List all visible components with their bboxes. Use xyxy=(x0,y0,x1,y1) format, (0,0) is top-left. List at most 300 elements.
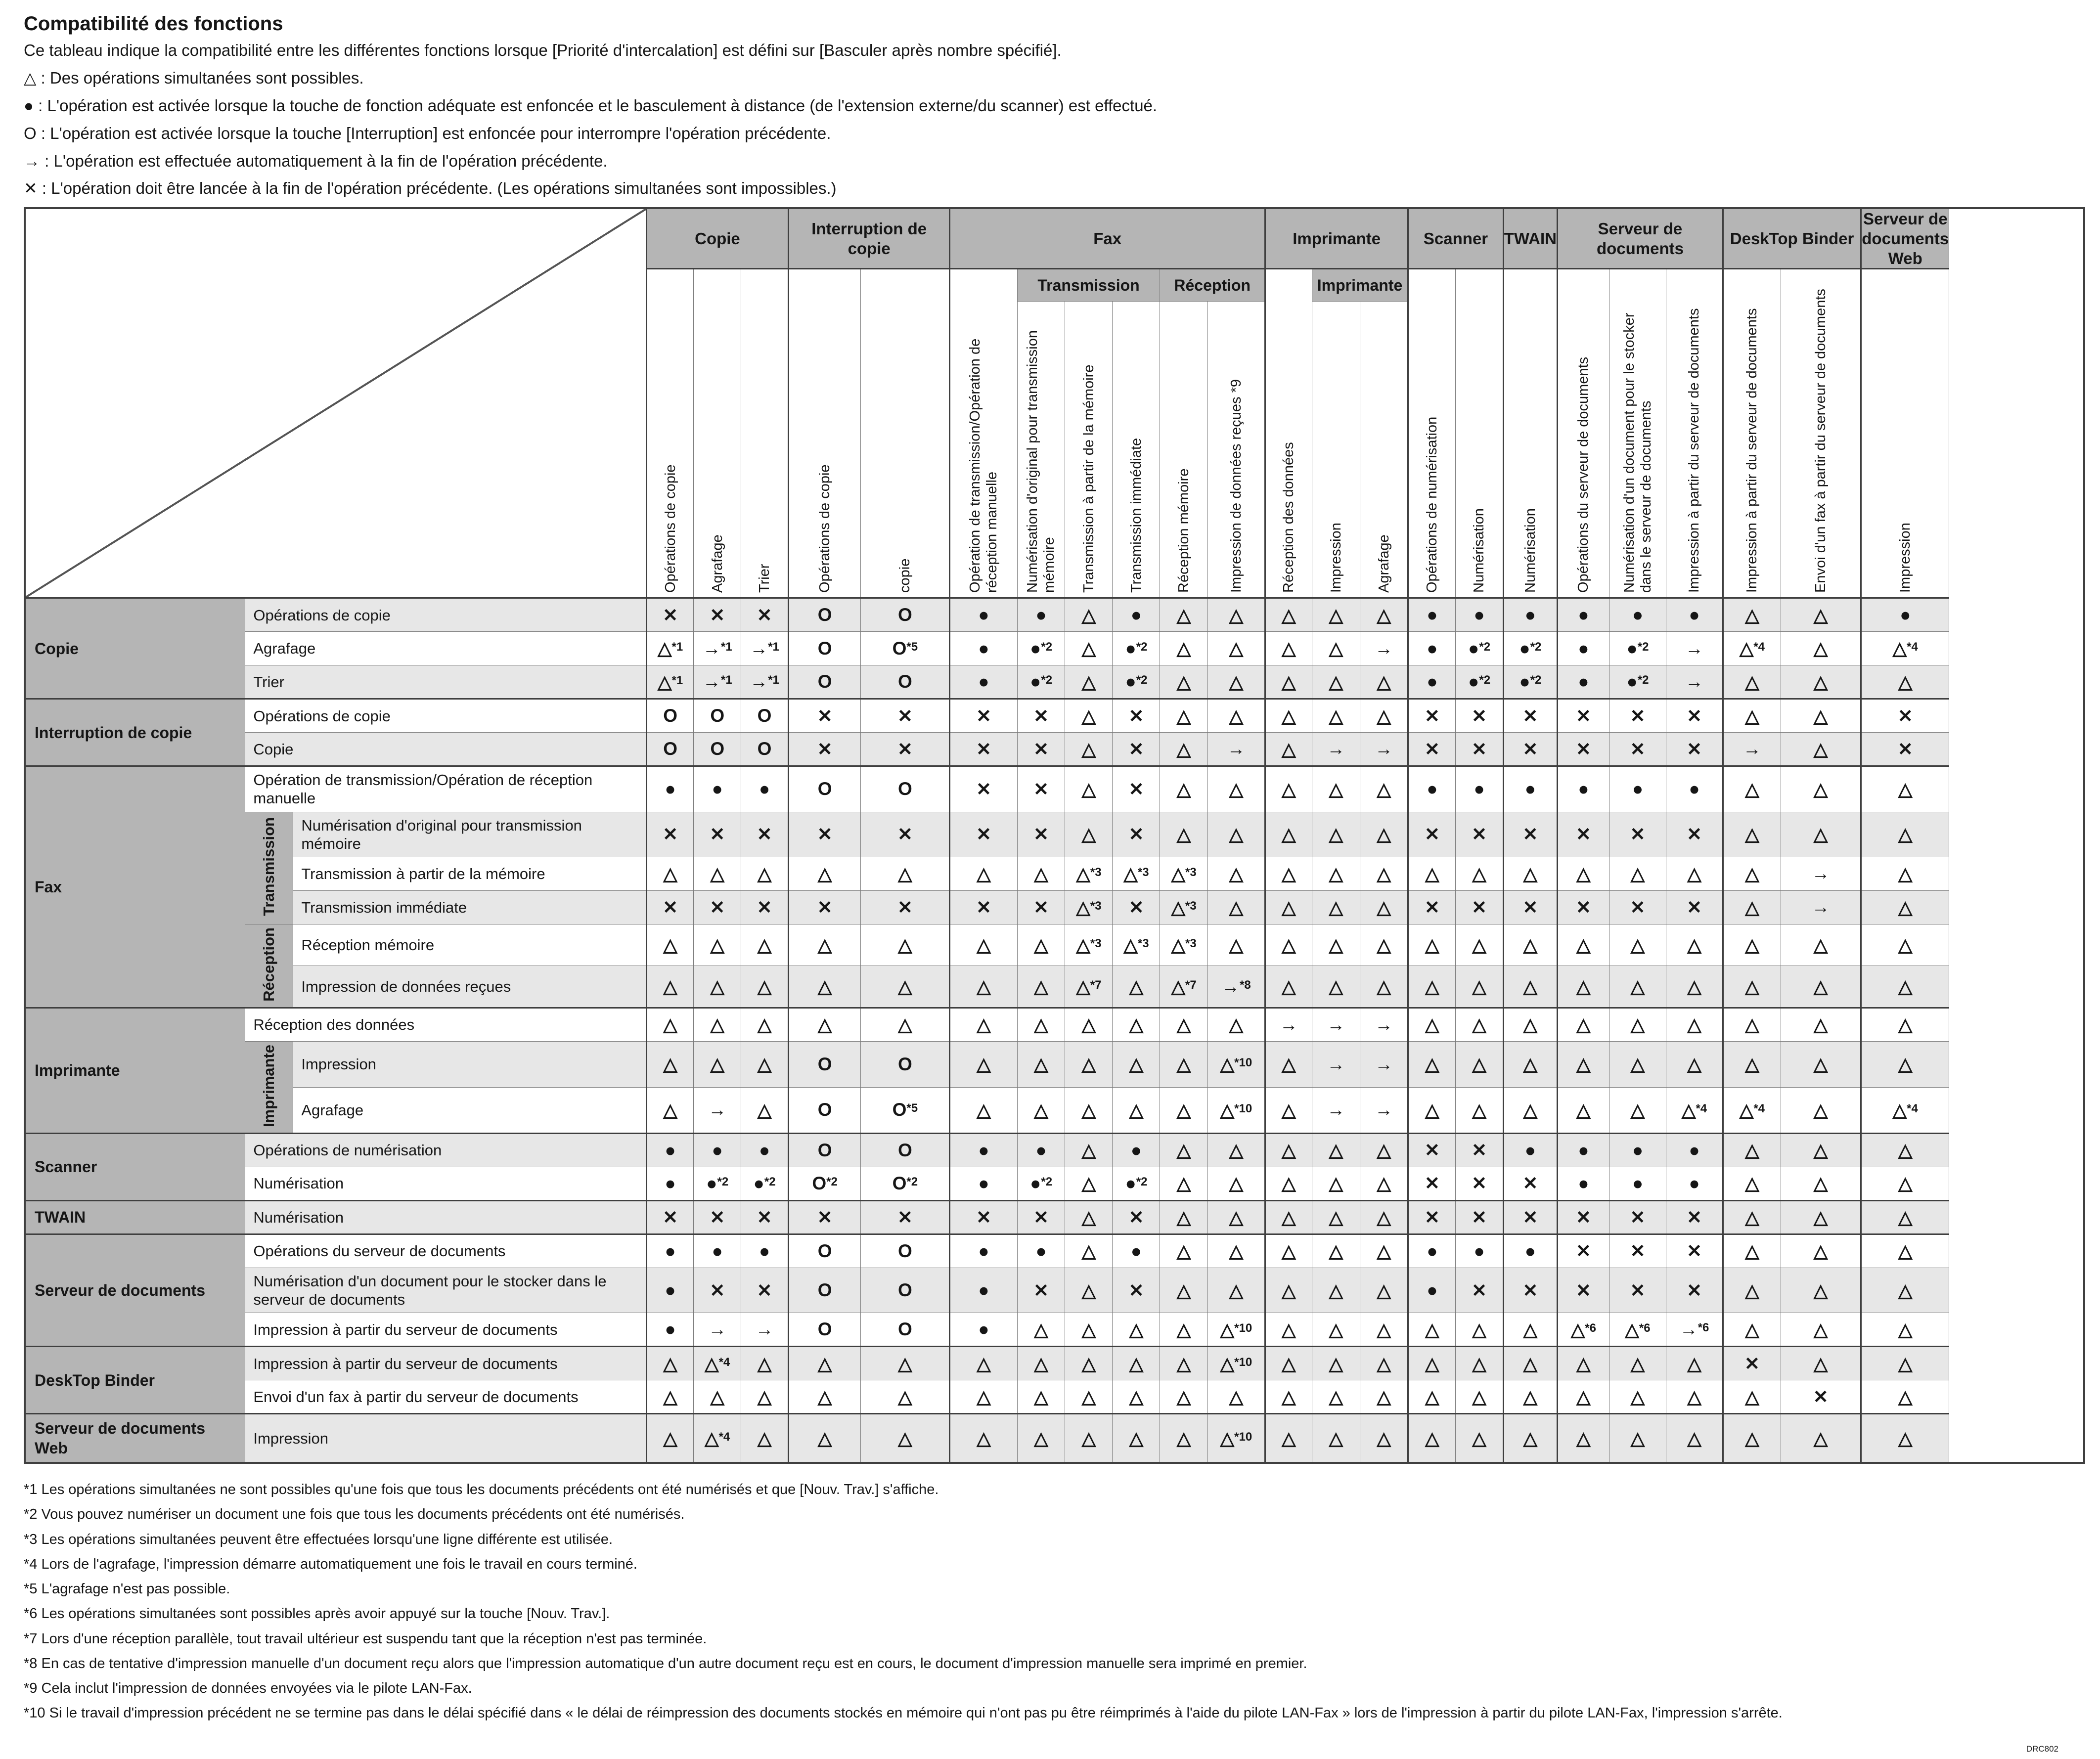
matrix-cell: ✕ xyxy=(788,699,860,733)
column-label xyxy=(1065,302,1113,598)
matrix-cell: △ xyxy=(741,1347,789,1380)
matrix-cell: ● xyxy=(1017,1234,1065,1268)
matrix-cell: △ xyxy=(1265,1200,1312,1234)
column-label-text: Impression à partir du serveur de documents xyxy=(1686,308,1702,593)
matrix-cell: O xyxy=(694,733,741,766)
matrix-cell: △ xyxy=(1065,1234,1113,1268)
matrix-cell: △ xyxy=(1666,1008,1723,1041)
matrix-cell: △ xyxy=(1503,966,1557,1008)
matrix-cell: △$^{*4}$ xyxy=(694,1414,741,1463)
row-label: Agrafage xyxy=(293,1087,647,1133)
matrix-cell: ✕ xyxy=(861,733,950,766)
header-group: TWAIN xyxy=(1503,208,1557,268)
matrix-cell: △ xyxy=(1723,1414,1781,1463)
matrix-cell: △ xyxy=(1781,598,1861,632)
matrix-cell: ✕ xyxy=(1017,812,1065,857)
column-label-text: Numérisation d'un document pour le stocker dans le serveur de documents xyxy=(1621,312,1654,593)
matrix-cell: ● xyxy=(1456,1234,1503,1268)
row-group-label: TWAIN xyxy=(25,1200,245,1234)
matrix-cell: △ xyxy=(1312,1200,1360,1234)
legend-line: ✕ : L'opération doit être lancée à la fin de l'opération précédente. (Les opérations simultanées sont impossibles.) xyxy=(24,179,837,198)
column-label xyxy=(950,269,1017,598)
table-row xyxy=(25,1268,2084,1313)
matrix-cell: → xyxy=(1360,1008,1408,1041)
matrix-cell: ✕ xyxy=(1017,699,1065,733)
matrix-cell: △ xyxy=(1723,812,1781,857)
matrix-cell: ✕ xyxy=(1558,890,1609,924)
matrix-cell: △ xyxy=(1861,1133,1949,1167)
column-label xyxy=(1360,302,1408,598)
matrix-cell: ✕ xyxy=(646,1200,693,1234)
matrix-cell: △ xyxy=(1781,1167,1861,1200)
matrix-cell: △ xyxy=(1312,1234,1360,1268)
matrix-cell: ● xyxy=(1503,1133,1557,1167)
matrix-cell: ✕ xyxy=(1113,733,1160,766)
matrix-cell: ✕ xyxy=(1609,699,1666,733)
matrix-cell: △ xyxy=(1781,733,1861,766)
mode-corner-cell xyxy=(25,208,646,598)
matrix-cell: △ xyxy=(1360,699,1408,733)
matrix-cell: △ xyxy=(1781,1008,1861,1041)
matrix-cell: ✕ xyxy=(741,598,789,632)
matrix-cell: O xyxy=(741,733,789,766)
column-label-text: Impression xyxy=(1897,523,1914,593)
matrix-cell: △ xyxy=(1312,857,1360,890)
matrix-cell: → xyxy=(1666,632,1723,665)
matrix-cell: △ xyxy=(1017,966,1065,1008)
matrix-cell: △ xyxy=(741,924,789,966)
matrix-cell: △ xyxy=(1861,812,1949,857)
matrix-cell: ✕ xyxy=(1408,1200,1456,1234)
matrix-cell: ● xyxy=(1113,1234,1160,1268)
matrix-cell: △ xyxy=(1558,1347,1609,1380)
matrix-cell: ✕ xyxy=(1861,699,1949,733)
matrix-cell: → xyxy=(1781,890,1861,924)
matrix-cell: O xyxy=(861,665,950,699)
matrix-cell: △ xyxy=(1265,766,1312,812)
matrix-cell: ● xyxy=(1558,1167,1609,1200)
row-label: Trier xyxy=(245,665,647,699)
matrix-cell: △ xyxy=(1017,1414,1065,1463)
matrix-cell: →$^{*8}$ xyxy=(1207,966,1265,1008)
matrix-cell: ✕ xyxy=(1609,1200,1666,1234)
column-label-text: Agrafage xyxy=(709,534,725,593)
footnote: *1 Les opérations simultanées ne sont possibles qu'une fois que tous les documents précédents ont été numérisés et que [Nouv. Trav.] s'affiche. xyxy=(24,1482,939,1498)
matrix-cell: △ xyxy=(1360,857,1408,890)
matrix-cell: △ xyxy=(1160,1268,1207,1313)
matrix-cell: △ xyxy=(1666,966,1723,1008)
matrix-cell: △ xyxy=(1312,1380,1360,1414)
matrix-cell: → xyxy=(1360,632,1408,665)
matrix-cell: ● xyxy=(950,1133,1017,1167)
matrix-cell: △ xyxy=(1781,1268,1861,1313)
matrix-cell: △ xyxy=(1360,812,1408,857)
matrix-cell: △$^{*6}$ xyxy=(1609,1313,1666,1347)
matrix-cell: △ xyxy=(1456,1041,1503,1087)
matrix-cell: △ xyxy=(861,924,950,966)
matrix-cell: ● xyxy=(1408,1268,1456,1313)
matrix-cell: △$^{*4}$ xyxy=(1861,1087,1949,1133)
table-row xyxy=(25,890,2084,924)
matrix-cell: △ xyxy=(1408,1380,1456,1414)
matrix-cell: ● xyxy=(694,766,741,812)
matrix-cell: △ xyxy=(1503,1380,1557,1414)
matrix-cell: △ xyxy=(1265,1347,1312,1380)
matrix-cell: △ xyxy=(1207,766,1265,812)
matrix-cell: △ xyxy=(1312,1167,1360,1200)
matrix-cell: △ xyxy=(1723,699,1781,733)
column-label xyxy=(1456,269,1503,598)
matrix-cell: ● xyxy=(950,632,1017,665)
matrix-cell: O xyxy=(788,1133,860,1167)
column-label xyxy=(1160,302,1207,598)
column-label-text: Opérations de copie xyxy=(817,464,833,593)
matrix-cell: ● xyxy=(1017,1133,1065,1167)
matrix-cell: ✕ xyxy=(1503,699,1557,733)
row-label: Opérations du serveur de documents xyxy=(245,1234,647,1268)
matrix-cell: △ xyxy=(1861,1414,1949,1463)
table-row xyxy=(25,1087,2084,1133)
matrix-cell: △ xyxy=(1207,1008,1265,1041)
matrix-cell: △ xyxy=(1558,966,1609,1008)
matrix-cell: ● xyxy=(1017,598,1065,632)
matrix-cell: O xyxy=(646,699,693,733)
matrix-cell: △ xyxy=(1312,890,1360,924)
legend-block xyxy=(24,40,2085,199)
column-label-text: Trier xyxy=(756,564,772,593)
matrix-cell: ✕ xyxy=(1503,812,1557,857)
footnote: *7 Lors d'une réception parallèle, tout travail ultérieur est suspendu tant que la réception n'est pas terminée. xyxy=(24,1630,707,1647)
legend-line: △ : Des opérations simultanées sont possibles. xyxy=(24,68,364,87)
matrix-cell: △ xyxy=(1503,1041,1557,1087)
matrix-cell: → xyxy=(694,1313,741,1347)
matrix-cell: △$^{*3}$ xyxy=(1113,924,1160,966)
matrix-cell: △ xyxy=(1781,1347,1861,1380)
matrix-cell: △ xyxy=(950,924,1017,966)
matrix-cell: △ xyxy=(1723,857,1781,890)
footnote: *8 En cas de tentative d'impression manuelle d'un document reçu alors que l'impression automatique d'un autre document reçu est en cours, le document d'impression manuelle sera imprimé en premier. xyxy=(24,1655,1307,1671)
matrix-cell: △ xyxy=(1207,857,1265,890)
matrix-cell: ✕ xyxy=(950,699,1017,733)
matrix-cell: △ xyxy=(1861,1008,1949,1041)
matrix-cell: △ xyxy=(788,1380,860,1414)
footnote: *4 Lors de l'agrafage, l'impression démarre automatiquement une fois le travail en cours terminé. xyxy=(24,1556,637,1572)
matrix-cell: △ xyxy=(950,1087,1017,1133)
matrix-cell: △ xyxy=(1456,924,1503,966)
matrix-cell: → xyxy=(1207,733,1265,766)
matrix-cell: △ xyxy=(1113,1380,1160,1414)
row-label: Réception mémoire xyxy=(293,924,647,966)
matrix-cell: △ xyxy=(1781,1087,1861,1133)
column-label-text: Envoi d'un fax à partir du serveur de documents xyxy=(1812,289,1829,593)
column-label xyxy=(741,269,789,598)
matrix-cell: △ xyxy=(861,1414,950,1463)
matrix-cell: O xyxy=(788,1313,860,1347)
matrix-cell: ✕ xyxy=(861,1200,950,1234)
matrix-cell: △ xyxy=(950,966,1017,1008)
matrix-cell: △ xyxy=(1065,1087,1113,1133)
matrix-cell: → xyxy=(741,1313,789,1347)
matrix-cell: △ xyxy=(788,1347,860,1380)
footnote: *3 Les opérations simultanées peuvent être effectuées lorsqu'une ligne différente est utilisée. xyxy=(24,1531,613,1547)
column-label-text: copie xyxy=(897,558,913,593)
matrix-cell: △ xyxy=(1207,1167,1265,1200)
matrix-cell: ✕ xyxy=(1408,812,1456,857)
header-subgroup: Imprimante xyxy=(1312,269,1408,302)
matrix-cell: △ xyxy=(950,1041,1017,1087)
table-row xyxy=(25,1200,2084,1234)
matrix-cell: △ xyxy=(1265,1234,1312,1268)
matrix-cell: O xyxy=(861,1234,950,1268)
matrix-cell: △ xyxy=(1456,1347,1503,1380)
matrix-cell: △ xyxy=(1408,1087,1456,1133)
row-group-label: Copie xyxy=(25,598,245,699)
matrix-cell: △ xyxy=(1609,1041,1666,1087)
matrix-cell: △ xyxy=(1558,1008,1609,1041)
matrix-cell: $O^{*5}$ xyxy=(861,1087,950,1133)
matrix-cell: △ xyxy=(861,857,950,890)
matrix-cell: △$^{*10}$ xyxy=(1207,1347,1265,1380)
matrix-cell: △ xyxy=(1456,966,1503,1008)
matrix-cell: △ xyxy=(1065,1313,1113,1347)
matrix-cell: △ xyxy=(1265,632,1312,665)
matrix-cell: ✕ xyxy=(1666,890,1723,924)
table-row xyxy=(25,812,2084,857)
matrix-cell: △ xyxy=(1312,665,1360,699)
matrix-cell: △ xyxy=(1207,665,1265,699)
matrix-cell: △ xyxy=(1017,857,1065,890)
column-label-text: Réception mémoire xyxy=(1176,468,1192,593)
row-subgroup-text: Imprimante xyxy=(260,1044,278,1127)
matrix-cell: ✕ xyxy=(1609,812,1666,857)
matrix-cell: ✕ xyxy=(788,733,860,766)
matrix-cell: ●$^{*2}$ xyxy=(1017,1167,1065,1200)
matrix-cell: △$^{*10}$ xyxy=(1207,1087,1265,1133)
matrix-cell: ✕ xyxy=(741,812,789,857)
matrix-cell: △ xyxy=(694,924,741,966)
matrix-cell: △ xyxy=(1113,1087,1160,1133)
matrix-cell: ✕ xyxy=(1558,1268,1609,1313)
row-group-label: Serveur de documents Web xyxy=(25,1414,245,1463)
matrix-cell: ✕ xyxy=(1017,766,1065,812)
matrix-cell: ✕ xyxy=(1408,890,1456,924)
matrix-cell: △ xyxy=(1312,1268,1360,1313)
matrix-cell: △ xyxy=(1781,1414,1861,1463)
matrix-cell: △ xyxy=(1723,1268,1781,1313)
matrix-cell: △ xyxy=(1408,924,1456,966)
matrix-cell: → xyxy=(1312,1041,1360,1087)
matrix-cell: △ xyxy=(1723,1133,1781,1167)
legend-line: ● : L'opération est activée lorsque la touche de fonction adéquate est enfoncée et le basculement à distance (de l'extension externe/du scanner) est effectué. xyxy=(24,96,1158,115)
matrix-cell: △ xyxy=(1207,1200,1265,1234)
matrix-cell: △ xyxy=(1456,1087,1503,1133)
column-label-text: Numérisation xyxy=(1522,508,1538,593)
matrix-cell: △ xyxy=(1065,699,1113,733)
matrix-cell: △ xyxy=(1207,924,1265,966)
matrix-cell: ✕ xyxy=(788,812,860,857)
matrix-cell: ✕ xyxy=(950,890,1017,924)
matrix-cell: ● xyxy=(646,1234,693,1268)
matrix-cell: △ xyxy=(1160,1167,1207,1200)
table-row xyxy=(25,733,2084,766)
matrix-cell: ✕ xyxy=(1558,733,1609,766)
matrix-cell: ● xyxy=(646,1133,693,1167)
matrix-cell: ✕ xyxy=(1503,890,1557,924)
matrix-cell: ✕ xyxy=(1503,1167,1557,1200)
matrix-cell: ● xyxy=(1609,598,1666,632)
column-label xyxy=(1781,269,1861,598)
matrix-cell: △ xyxy=(646,857,693,890)
row-label: Opération de transmission/Opération de réception manuelle xyxy=(245,766,647,812)
matrix-cell: ●$^{*2}$ xyxy=(1456,632,1503,665)
matrix-cell: △ xyxy=(1861,1167,1949,1200)
matrix-cell: △$^{*3}$ xyxy=(1160,857,1207,890)
matrix-cell: △ xyxy=(1360,1313,1408,1347)
matrix-cell: △ xyxy=(1723,1167,1781,1200)
table-row xyxy=(25,1347,2084,1380)
matrix-cell: ✕ xyxy=(1723,1347,1781,1380)
column-label-text: Agrafage xyxy=(1376,534,1392,593)
matrix-cell: △ xyxy=(1065,1347,1113,1380)
matrix-cell: △ xyxy=(694,1008,741,1041)
matrix-cell: △ xyxy=(1723,924,1781,966)
column-label xyxy=(1558,269,1609,598)
matrix-cell: △ xyxy=(1781,699,1861,733)
column-label-text: Impression de données reçues *9 xyxy=(1228,379,1244,593)
matrix-cell: △ xyxy=(1160,1380,1207,1414)
column-label xyxy=(1408,269,1456,598)
header-group: Serveur de documents xyxy=(1558,208,1723,268)
footnotes-block xyxy=(24,1481,2085,1722)
footnote: *5 L'agrafage n'est pas possible. xyxy=(24,1581,230,1597)
footnote: *9 Cela inclut l'impression de données envoyées via le pilote LAN-Fax. xyxy=(24,1680,472,1697)
matrix-cell: ●$^{*2}$ xyxy=(1113,665,1160,699)
matrix-cell: $O^{*5}$ xyxy=(861,632,950,665)
matrix-cell: △ xyxy=(1312,632,1360,665)
row-label: Agrafage xyxy=(245,632,647,665)
matrix-cell: ● xyxy=(646,1268,693,1313)
matrix-cell: O xyxy=(788,1087,860,1133)
matrix-cell: △ xyxy=(1065,1167,1113,1200)
matrix-cell: △ xyxy=(1781,665,1861,699)
matrix-cell: △ xyxy=(1861,924,1949,966)
matrix-cell: ● xyxy=(694,1234,741,1268)
matrix-cell: → xyxy=(1360,733,1408,766)
matrix-cell: △ xyxy=(1265,1268,1312,1313)
matrix-cell: △ xyxy=(1065,812,1113,857)
matrix-cell: △ xyxy=(1609,857,1666,890)
matrix-cell: △ xyxy=(646,1414,693,1463)
matrix-cell: △ xyxy=(1408,1347,1456,1380)
matrix-cell: → xyxy=(1312,1087,1360,1133)
table-row xyxy=(25,1414,2084,1463)
matrix-cell: ●$^{*2}$ xyxy=(1503,632,1557,665)
matrix-cell: ● xyxy=(1503,1234,1557,1268)
matrix-cell: ● xyxy=(1408,1234,1456,1268)
row-label: Envoi d'un fax à partir du serveur de documents xyxy=(245,1380,647,1414)
matrix-cell: △ xyxy=(1265,665,1312,699)
matrix-cell: △ xyxy=(861,966,950,1008)
matrix-cell: △ xyxy=(1207,890,1265,924)
matrix-cell: △ xyxy=(1265,733,1312,766)
matrix-cell: △ xyxy=(1207,1268,1265,1313)
matrix-cell: △$^{*3}$ xyxy=(1160,924,1207,966)
matrix-cell: △ xyxy=(1160,1041,1207,1087)
matrix-cell: ✕ xyxy=(1666,1234,1723,1268)
matrix-cell: ✕ xyxy=(1558,812,1609,857)
matrix-cell: △ xyxy=(1723,665,1781,699)
matrix-cell: △ xyxy=(1781,1041,1861,1087)
column-label xyxy=(1503,269,1557,598)
legend-line: Ce tableau indique la compatibilité entre les différentes fonctions lorsque [Priorité d'intercalation] est défini sur [Basculer après nombre spécifié]. xyxy=(24,41,1062,59)
row-label: Numérisation d'un document pour le stocker dans le serveur de documents xyxy=(245,1268,647,1313)
matrix-cell: → xyxy=(1265,1008,1312,1041)
matrix-cell: △ xyxy=(861,1008,950,1041)
row-subgroup-label xyxy=(245,812,293,924)
matrix-cell: △ xyxy=(741,857,789,890)
row-label: Numérisation d'original pour transmission mémoire xyxy=(293,812,647,857)
matrix-cell: ✕ xyxy=(694,1200,741,1234)
matrix-cell: ✕ xyxy=(1666,812,1723,857)
row-label: Numérisation xyxy=(245,1200,647,1234)
matrix-cell: △$^{*1}$ xyxy=(646,665,693,699)
matrix-cell: ✕ xyxy=(1666,1200,1723,1234)
matrix-cell: △ xyxy=(1065,1380,1113,1414)
matrix-cell: ●$^{*2}$ xyxy=(1113,1167,1160,1200)
matrix-cell: △ xyxy=(861,1347,950,1380)
matrix-cell: ✕ xyxy=(694,890,741,924)
matrix-cell: ●$^{*2}$ xyxy=(1456,665,1503,699)
matrix-cell: → xyxy=(1312,733,1360,766)
matrix-cell: △ xyxy=(1065,598,1113,632)
matrix-cell: △ xyxy=(1113,1414,1160,1463)
column-label-text: Numérisation d'original pour transmission mémoire xyxy=(1025,330,1058,593)
matrix-cell: △ xyxy=(1503,1414,1557,1463)
matrix-cell: △ xyxy=(1160,1234,1207,1268)
matrix-cell: △ xyxy=(1609,924,1666,966)
column-label-text: Opération de transmission/Opération de réception manuelle xyxy=(967,338,1000,593)
matrix-cell: △ xyxy=(1861,1313,1949,1347)
matrix-cell: △ xyxy=(1609,1087,1666,1133)
matrix-cell: △ xyxy=(1312,598,1360,632)
row-label: Numérisation xyxy=(245,1167,647,1200)
matrix-cell: △ xyxy=(1065,1133,1113,1167)
matrix-cell: △ xyxy=(1312,1313,1360,1347)
matrix-cell: →$^{*1}$ xyxy=(694,632,741,665)
row-group-label: Imprimante xyxy=(25,1008,245,1133)
matrix-cell: △ xyxy=(1265,1167,1312,1200)
matrix-cell: △ xyxy=(1207,812,1265,857)
matrix-cell: △ xyxy=(950,1347,1017,1380)
matrix-cell: △ xyxy=(1160,598,1207,632)
row-subgroup-label xyxy=(245,924,293,1008)
matrix-cell: △ xyxy=(1360,1133,1408,1167)
matrix-cell: ✕ xyxy=(1609,1234,1666,1268)
matrix-cell: △ xyxy=(1207,632,1265,665)
matrix-cell: ●$^{*2}$ xyxy=(1503,665,1557,699)
matrix-cell: △ xyxy=(1861,665,1949,699)
matrix-cell: △ xyxy=(1408,1414,1456,1463)
matrix-cell: △ xyxy=(1160,1087,1207,1133)
matrix-cell: ✕ xyxy=(741,1200,789,1234)
matrix-cell: △ xyxy=(1065,1008,1113,1041)
matrix-cell: ✕ xyxy=(950,733,1017,766)
matrix-cell: ● xyxy=(950,598,1017,632)
matrix-cell: → xyxy=(1360,1041,1408,1087)
matrix-cell: △ xyxy=(1456,1414,1503,1463)
matrix-cell: △ xyxy=(1609,1380,1666,1414)
matrix-cell: △ xyxy=(1723,1313,1781,1347)
